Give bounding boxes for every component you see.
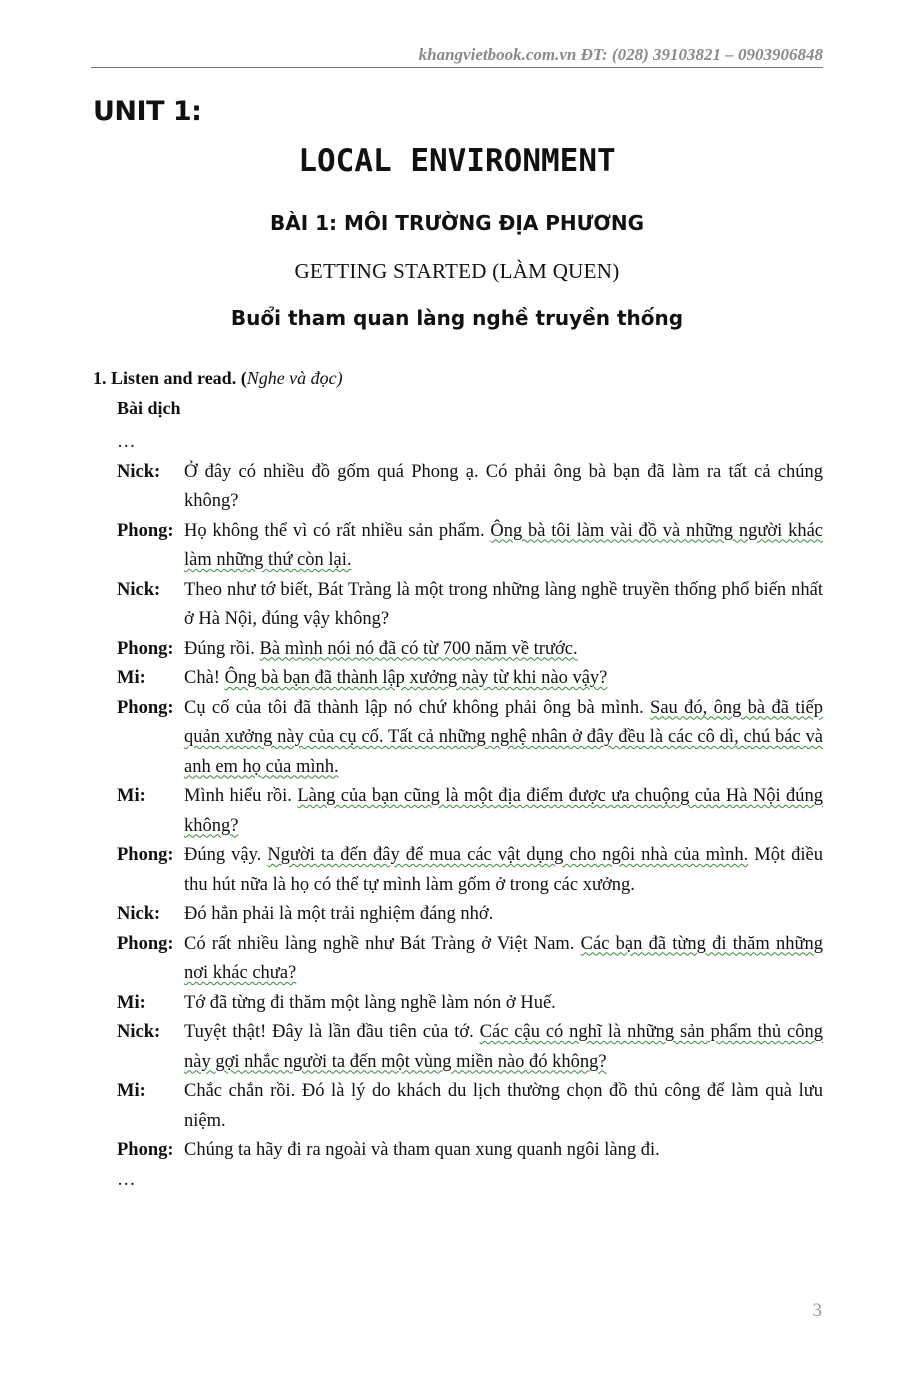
grammar-underline: Các bạn đã từng đi thăm những nơi khác chưa? — [184, 933, 823, 983]
lesson-heading: Buổi tham quan làng nghề truyền thống — [230, 306, 684, 330]
dialogue-text: Chắc chắn rồi. Đó là lý do khách du lịch thường chọn đồ thủ công để làm quà lưu niệm. — [184, 1081, 823, 1131]
grammar-underline: Các cậu có nghĩ là những sản phẩm thủ công này gợi nhắc người ta đến một vùng miền nào đó không? — [184, 1022, 823, 1072]
dialogue-line — [117, 635, 823, 665]
dialogue-line — [117, 1136, 823, 1166]
speaker-name: Phong: — [117, 697, 174, 718]
dialogue-line — [117, 782, 823, 841]
dialogue-text: Họ không thể vì có rất nhiều sản phẩm. Ông bà tôi làm vài đồ và những người khác làm những thứ còn lại. — [184, 520, 823, 570]
ellipsis-bottom: … — [117, 1169, 136, 1190]
grammar-underline: Bà mình nói nó đã có từ 700 năm về trước. — [259, 638, 578, 659]
speaker-name: Phong: — [117, 520, 174, 541]
dialogue-text: Chà! Ông bà bạn đã thành lập xưởng này từ khi nào vậy? — [184, 668, 608, 688]
speaker-name: Mi: — [117, 992, 146, 1013]
dialogue-line — [117, 694, 823, 783]
dialogue — [117, 428, 823, 1195]
speaker-name: Phong: — [117, 933, 174, 954]
dialogue-line — [117, 841, 823, 900]
dialogue-line — [117, 930, 823, 989]
dialogue-text: Đúng rồi. Bà mình nói nó đã có từ 700 năm về trước. — [184, 638, 578, 659]
dialogue-text: Cụ cố của tôi đã thành lập nó chứ không phải ông bà mình. Sau đó, ông bà đã tiếp quản xưởng này của cụ cố. Tất cả những nghệ nhân ở đây đều là các cô dì, chú bác và anh em họ của mình. — [184, 697, 824, 777]
header-text: khangvietbook.com.vn ĐT: (028) 39103821 – 0903906848 — [418, 45, 823, 64]
speaker-name: Phong: — [117, 638, 174, 659]
speaker-name: Nick: — [117, 1022, 161, 1042]
dialogue-text: Chúng ta hãy đi ra ngoài và tham quan xung quanh ngôi làng đi. — [184, 1140, 660, 1160]
speaker-name: Nick: — [117, 904, 161, 924]
dialogue-line — [117, 458, 823, 517]
page-title: LOCAL ENVIRONMENT — [298, 143, 616, 179]
section-title: GETTING STARTED (LÀM QUEN) — [294, 259, 620, 283]
grammar-underline: Ông bà bạn đã thành lập xưởng này từ khi nào vậy? — [224, 668, 608, 688]
exercise-label: 1. Listen and read. (Nghe và đọc) — [93, 368, 343, 388]
ellipsis-top: … — [117, 432, 136, 452]
speaker-name: Phong: — [117, 845, 174, 865]
speaker-name: Phong: — [117, 1140, 174, 1160]
dialogue-line — [117, 989, 823, 1019]
dialogue-line — [117, 900, 823, 930]
grammar-underline: Làng của bạn cũng là một địa điểm được ưa chuộng của Hà Nội đúng không? — [184, 786, 823, 836]
dialogue-text: Đúng vậy. Người ta đến đây để mua các vật dụng cho ngôi nhà của mình. Một điều thu hút nữa là họ có thể tự mình làm gốm ở trong các xưởng. — [184, 845, 823, 895]
dialogue-line — [117, 1018, 823, 1077]
speaker-name: Mi: — [117, 1081, 146, 1101]
unit-label: UNIT 1: — [93, 96, 202, 127]
grammar-underline: Sau đó, ông bà đã tiếp quản xưởng này của cụ cố. Tất cả những nghệ nhân ở đây đều là các cô dì, chú bác và anh em họ của mình. — [184, 697, 824, 777]
dialogue-text: Ở đây có nhiều đồ gốm quá Phong ạ. Có phải ông bà bạn đã làm ra tất cả chúng không? — [184, 461, 823, 511]
page-number: 3 — [812, 1300, 822, 1321]
grammar-underline: Người ta đến đây để mua các vật dụng cho ngôi nhà của mình. — [267, 845, 749, 865]
dialogue-text: Có rất nhiều làng nghề như Bát Tràng ở Việt Nam. Các bạn đã từng đi thăm những nơi khác chưa? — [184, 933, 823, 983]
translation-label: Bài dịch — [117, 398, 181, 418]
speaker-name: Mi: — [117, 668, 146, 688]
speaker-name: Nick: — [117, 461, 161, 482]
dialogue-line — [117, 664, 823, 694]
dialogue-text: Mình hiểu rồi. Làng của bạn cũng là một địa điểm được ưa chuộng của Hà Nội đúng không? — [184, 786, 823, 836]
dialogue-text: Tớ đã từng đi thăm một làng nghề làm nón ở Huế. — [184, 992, 556, 1013]
page-subtitle: BÀI 1: MÔI TRƯỜNG ĐỊA PHƯƠNG — [269, 211, 645, 235]
dialogue-text: Tuyệt thật! Đây là lần đầu tiên của tớ. Các cậu có nghĩ là những sản phẩm thủ công này gợi nhắc người ta đến một vùng miền nào đó không? — [184, 1022, 823, 1072]
speaker-name: Mi: — [117, 786, 146, 806]
dialogue-text: Theo như tớ biết, Bát Tràng là một trong những làng nghề truyền thống phổ biến nhất ở Hà Nội, đúng vậy không? — [184, 579, 823, 629]
speaker-name: Nick: — [117, 579, 161, 600]
dialogue-text: Đó hẳn phải là một trải nghiệm đáng nhớ. — [184, 904, 494, 924]
dialogue-line — [117, 517, 823, 576]
dialogue-line — [117, 576, 823, 635]
page-header — [91, 45, 823, 68]
grammar-underline: Ông bà tôi làm vài đồ và những người khác làm những thứ còn lại. — [184, 520, 823, 570]
dialogue-line — [117, 1077, 823, 1136]
